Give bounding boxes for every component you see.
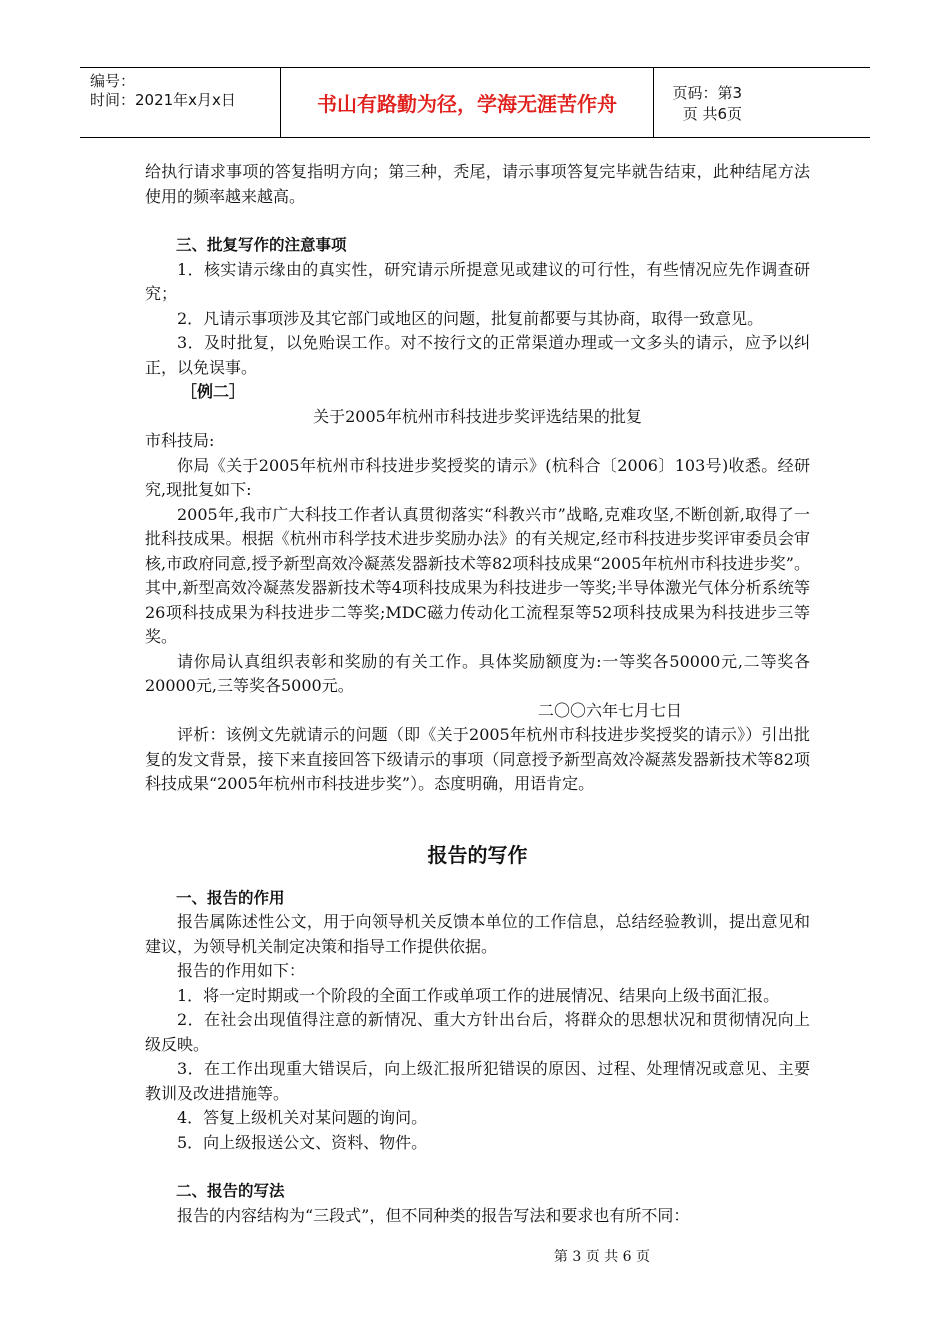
page-info: 页码：第3页 共6页	[672, 83, 742, 123]
list-item: 2．在社会出现值得注意的新情况、重大方针出台后，将群众的思想状况和贯彻情况向上级反映。	[145, 1010, 810, 1054]
section-heading: 三、批复写作的注意事项	[176, 236, 347, 254]
section-heading: 二、报告的写法	[176, 1182, 285, 1200]
document-body	[145, 160, 810, 1228]
paragraph: 报告的内容结构为“三段式”，但不同种类的报告写法和要求也有所不同：	[177, 1205, 690, 1225]
paragraph: 2005年,我市广大科技工作者认真贯彻落实“科教兴市”战略,克难攻坚,不断创新,取得了一批科技成果。根据《杭州市科学技术进步奖励办法》的有关规定,经市科技进步奖评审委员会审核,市政府同意,授予新型高效冷凝蒸发器新技术等82项科技成果“2005年杭州市科技进步奖”。其中,新型高效冷凝蒸发器新技术等4项科技成果为科技进步一等奖;半导体激光气体分析系统等26项科技成果为科技进步二等奖;MDC磁力传动化工流程泵等52项科技成果为科技进步三等奖。	[145, 504, 810, 646]
comment-paragraph: 评析：该例文先就请示的问题（即《关于2005年杭州市科技进步奖授奖的请示》）引出批复的发文背景，接下来直接回答下级请示的事项（同意授予新型高效冷凝蒸发器新技术等82项科技成果“2005年杭州市科技进步奖”）。态度明确，用语肯定。	[145, 725, 810, 793]
paragraph: 给执行请求事项的答复指明方向；第三种，秃尾，请示事项答复完毕就告结束，此种结尾方法使用的频率越来越高。	[145, 162, 810, 206]
example-date: 二〇〇六年七月七日	[537, 700, 682, 720]
page-footer: 第 3 页 共 6 页	[553, 1249, 650, 1265]
list-item: 3．及时批复，以免贻误工作。对不按行文的正常渠道办理或一文多头的请示，应予以纠正，以免误事。	[145, 333, 810, 377]
list-item: 1．核实请示缘由的真实性，研究请示所提意见或建议的可行性，有些情况应先作调查研究；	[145, 259, 810, 303]
example-label: ［例二］	[181, 382, 246, 401]
list-item: 4．答复上级机关对某问题的询问。	[177, 1108, 428, 1127]
date-label: 时间：2021年x月x日	[90, 91, 236, 109]
header-motto-cell	[280, 68, 654, 137]
header-left-cell	[80, 68, 280, 137]
list-item: 2．凡请示事项涉及其它部门或地区的问题，批复前都要与其协商，取得一致意见。	[177, 308, 764, 328]
paragraph: 报告的作用如下：	[177, 961, 306, 980]
addressee: 市科技局:	[145, 431, 215, 450]
list-item: 5．向上级报送公文、资料、物件。	[177, 1132, 428, 1152]
section-title: 报告的写作	[427, 842, 528, 867]
section-heading: 一、报告的作用	[176, 888, 285, 907]
list-item: 1．将一定时期或一个阶段的全面工作或单项工作的进展情况、结果向上级书面汇报。	[177, 985, 780, 1005]
paragraph: 你局《关于2005年杭州市科技进步奖授奖的请示》(杭科合〔2006〕103号)收悉。经研究,现批复如下:	[145, 455, 810, 499]
motto: 书山有路勤为径，学海无涯苦作舟	[317, 92, 617, 116]
paragraph: 请你局认真组织表彰和奖励的有关工作。具体奖励额度为:一等奖各50000元,二等奖各20000元,三等奖各5000元。	[145, 651, 810, 695]
paragraph: 报告属陈述性公文，用于向领导机关反馈本单位的工作信息，总结经验教训，提出意见和建议，为领导机关制定决策和指导工作提供依据。	[145, 912, 810, 956]
serial-label: 编号：	[90, 72, 136, 90]
example-title: 关于2005年杭州市科技进步奖评选结果的批复	[313, 406, 642, 426]
list-item: 3．在工作出现重大错误后，向上级汇报所犯错误的原因、过程、处理情况或意见、主要教训及改进措施等。	[145, 1059, 810, 1103]
page-header	[80, 67, 870, 138]
